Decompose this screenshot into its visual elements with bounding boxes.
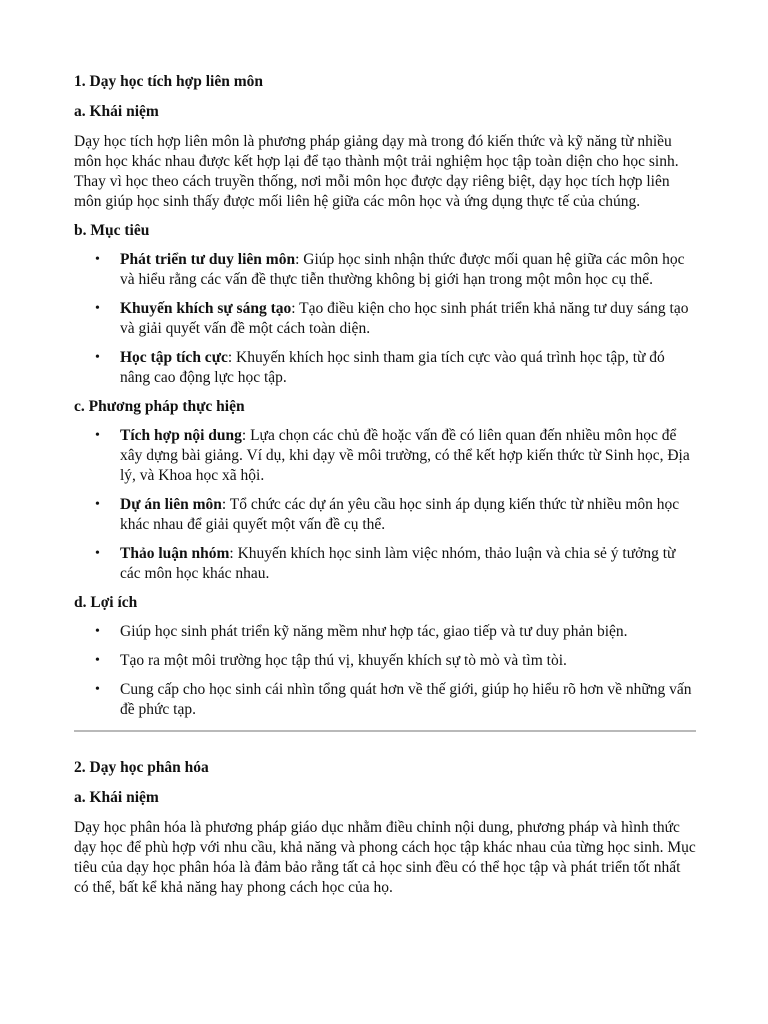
list-item-text: : Khuyến khích học sinh làm việc nhóm, thảo luận và chia sẻ ý tưởng từ các môn học khác nhau. <box>120 545 676 582</box>
bullet-icon: • <box>95 428 100 443</box>
list-item <box>74 250 696 290</box>
bullet-icon: • <box>95 653 100 668</box>
section1-d-heading: d. Lợi ích <box>74 594 138 611</box>
list-item-term: Phát triển tư duy liên môn <box>120 251 296 268</box>
list-item <box>74 495 696 535</box>
list-item-term: Thảo luận nhóm <box>120 545 230 562</box>
section1-c-heading: c. Phương pháp thực hiện <box>74 398 245 415</box>
methods-list <box>74 426 696 584</box>
list-item <box>74 544 696 584</box>
list-item <box>74 680 696 720</box>
list-item-text: : Lựa chọn các chủ đề hoặc vấn đề có liên quan đến nhiều môn học để xây dựng bài giảng. Ví dụ, khi dạy về môi trường, có thể kết hợp kiến thức từ Sinh học, Địa lý, và Khoa học xã hội. <box>120 427 690 484</box>
list-item-term: Khuyến khích sự sáng tạo <box>120 300 292 317</box>
bullet-icon: • <box>95 682 100 697</box>
section1-title: 1. Dạy học tích hợp liên môn <box>74 73 264 90</box>
horizontal-rule <box>74 730 696 732</box>
section1-b-heading: b. Mục tiêu <box>74 222 150 239</box>
list-item <box>74 299 696 339</box>
list-item <box>74 651 696 671</box>
list-item-term: Dự án liên môn <box>120 496 222 513</box>
list-item-term: Học tập tích cực <box>120 349 228 366</box>
section1-a-paragraph: Dạy học tích hợp liên môn là phương pháp giảng dạy mà trong đó kiến thức và kỹ năng từ nhiều môn học khác nhau được kết hợp lại để tạo thành một trải nghiệm học tập toàn diện cho học sinh. Thay vì học theo cách truyền thống, nơi mỗi môn học được dạy riêng biệt, dạy học tích hợp liên môn giúp học sinh thấy được mối liên hệ giữa các môn học và ứng dụng thực tế của chúng. <box>74 133 679 210</box>
bullet-icon: • <box>95 546 100 561</box>
bullet-icon: • <box>95 301 100 316</box>
section1-a-heading: a. Khái niệm <box>74 103 159 120</box>
list-item-text: Giúp học sinh phát triển kỹ năng mềm như hợp tác, giao tiếp và tư duy phản biện. <box>120 623 628 640</box>
list-item <box>74 622 696 642</box>
bullet-icon: • <box>95 497 100 512</box>
list-item-text: Tạo ra một môi trường học tập thú vị, khuyến khích sự tò mò và tìm tòi. <box>120 652 567 669</box>
section2-a-heading: a. Khái niệm <box>74 789 159 806</box>
list-item-text: : Giúp học sinh nhận thức được mối quan hệ giữa các môn học và hiểu rằng các vấn đề thực tiễn thường không bị giới hạn trong một môn học cụ thể. <box>120 251 685 288</box>
benefits-list <box>74 622 696 720</box>
list-item-text: : Tổ chức các dự án yêu cầu học sinh áp dụng kiến thức từ nhiều môn học khác nhau để giải quyết một vấn đề cụ thể. <box>120 496 680 533</box>
list-item <box>74 348 696 388</box>
list-item-text: : Tạo điều kiện cho học sinh phát triển khả năng tư duy sáng tạo và giải quyết vấn đề một cách toàn diện. <box>120 300 689 337</box>
bullet-icon: • <box>95 624 100 639</box>
document-page <box>74 70 696 898</box>
section2-title: 2. Dạy học phân hóa <box>74 759 209 776</box>
list-item-text: : Khuyến khích học sinh tham gia tích cực vào quá trình học tập, từ đó nâng cao động lực học tập. <box>120 349 665 386</box>
goals-list <box>74 250 696 388</box>
list-item-term: Tích hợp nội dung <box>120 427 242 444</box>
list-item-text: Cung cấp cho học sinh cái nhìn tổng quát hơn về thế giới, giúp họ hiểu rõ hơn về những vấn đề phức tạp. <box>120 681 692 718</box>
bullet-icon: • <box>95 350 100 365</box>
section2-a-paragraph: Dạy học phân hóa là phương pháp giáo dục nhằm điều chỉnh nội dung, phương pháp và hình thức dạy học để phù hợp với nhu cầu, khả năng và phong cách học tập khác nhau của từng học sinh. Mục tiêu của dạy học phân hóa là đảm bảo rằng tất cả học sinh đều có thể học tập và phát triển tốt nhất có thể, bất kể khả năng hay phong cách học của họ. <box>74 819 696 896</box>
list-item <box>74 426 696 486</box>
bullet-icon: • <box>95 252 100 267</box>
